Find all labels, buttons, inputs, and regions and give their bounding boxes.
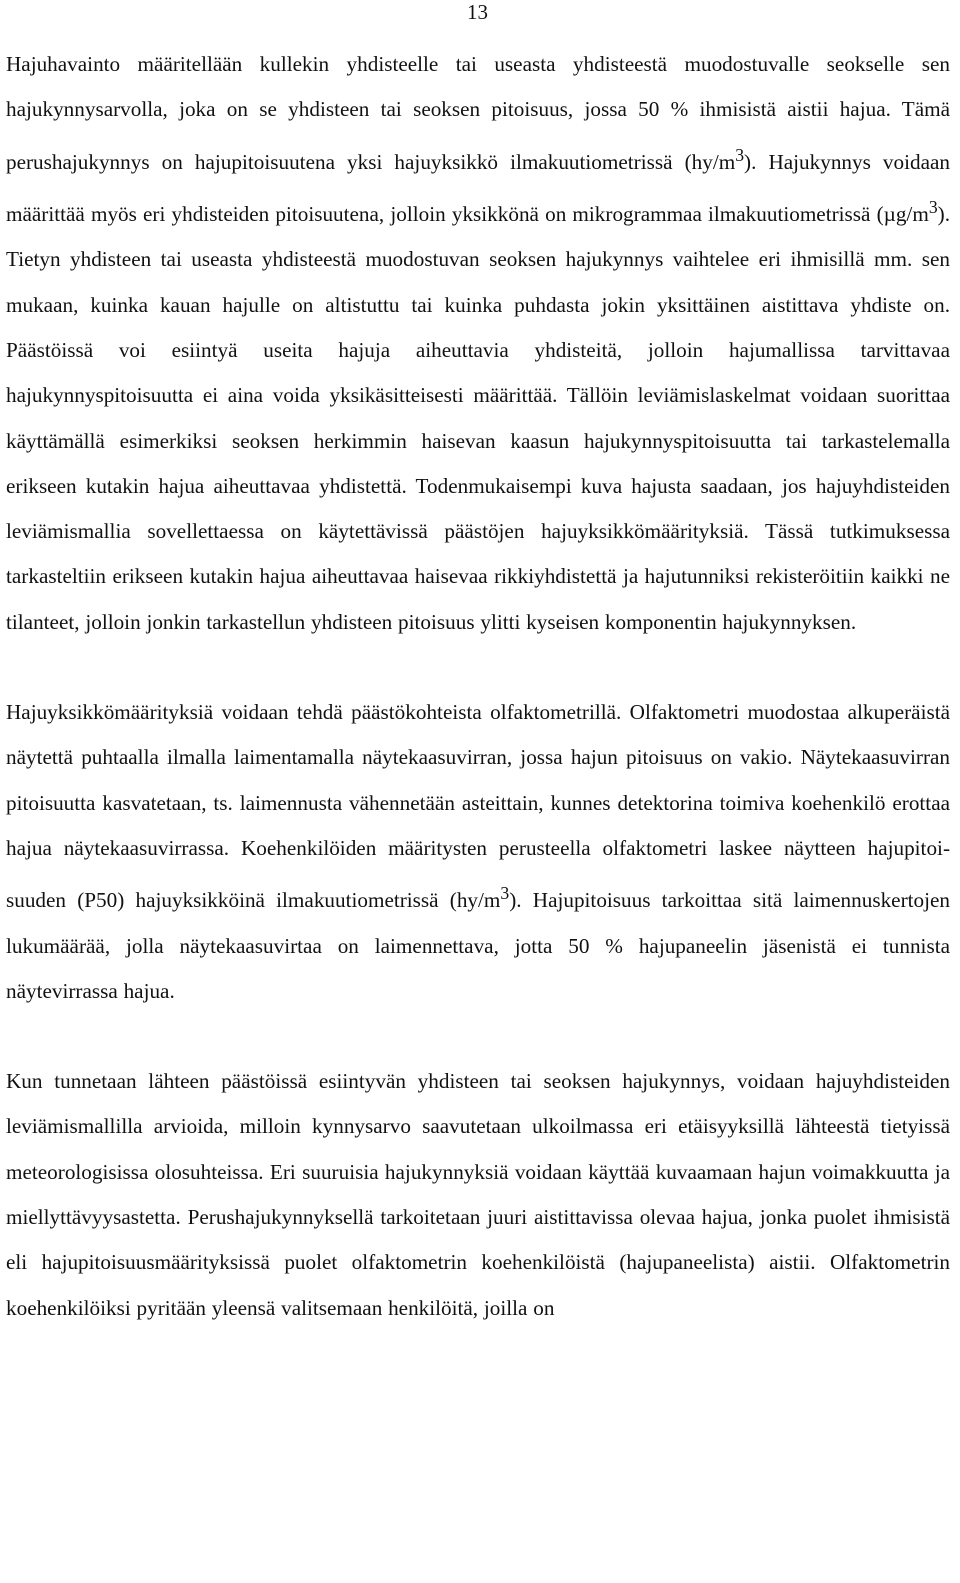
- paragraph-dispersion-model: [6, 1059, 950, 1331]
- page-number: 13: [467, 0, 488, 24]
- superscript: 3: [500, 883, 510, 904]
- text-segment: Hajuyksikkömäärityksiä voidaan tehdä päästökohteista olfaktometrillä. Olfaktometri muodostaa alkuperäistä näytettä puhtaalla ilmalla laimentamalla näytekaasuvirran, jossa hajun pitoisuus on vakio. Näytekaasuvirran pitoisuutta kasvatetaan, ts. laimennusta vähennetään asteittain, kunnes detektorina toimiva koehenkilö erottaa hajua näytekaasuvirrassa. Koehenkilöiden määritysten perusteella olfaktometri laskee näytteen hajupitoisuuden (P50) hajuyksikköinä ilmakuutiometrissä (hy/m: [6, 699, 950, 913]
- text-segment: ). Hajukynnys voidaan määrittää myös eri yhdisteiden pitoisuutena, jolloin yksikkönä on mikrogrammaa ilmakuutiometrissä (µg/m: [6, 149, 950, 227]
- paragraph-olfactometry: [6, 690, 950, 1014]
- text-segment: Hajuhavainto määritellään kullekin yhdisteelle tai useasta yhdisteestä muodostuvalle seokselle sen hajukynnysarvolla, joka on se yhdisteen tai seoksen pitoisuus, jossa 50 % ihmisistä aistii hajua. Tämä perushajukynnys on hajupitoisuutena yksi hajuyksikkö ilmakuutiometrissä (hy/m: [6, 52, 950, 174]
- superscript: 3: [928, 196, 938, 217]
- text-segment: ). Tietyn yhdisteen tai useasta yhdisteestä muodostuvan seoksen hajukynnys vaihtelee eri ihmisillä mm. sen mukaan, kuinka kauan hajulle on altistuttu tai kuinka puhdasta jokin yksittäinen aistittava yhdiste on. Päästöissä voi esiintyä useita hajuja aiheuttavia yhdisteitä, jolloin hajumallissa tarvittavaa hajukynnyspitoisuutta ei aina voida yksikäsitteisesti määrittää. Tällöin leviämislaskelmat voidaan suorittaa käyttämällä esimerkiksi seoksen herkimmin haisevan kaasun hajukynnyspitoisuutta tai tarkastelemalla erikseen kutakin hajua aiheuttavaa yhdistettä. Todenmukaisempi kuva hajusta saadaan, jos hajuyhdisteiden leviämismallia sovellettaessa on käytettävissä päästöjen hajuyksikkömäärityksiä. Tässä tutkimuksessa tarkasteltiin erikseen kutakin hajua aiheuttavaa haisevaa rikkiyhdistettä ja hajutunniksi rekisteröitiin kaikki ne tilanteet, jolloin jonkin tarkastellun yhdisteen pitoisuus ylitti kyseisen komponentin hajukynnyksen.: [6, 202, 950, 634]
- text-segment: Kun tunnetaan lähteen päästöissä esiintyvän yhdisteen tai seoksen hajukynnys, voidaan hajuyhdisteiden leviämismallilla arvioida, milloin kynnysarvo saavutetaan ulkoilmassa eri etäisyyksillä lähteestä tietyissä meteorologisissa olosuhteissa. Eri suuruisia hajukynnyksiä voidaan käyttää kuvaamaan hajun voimakkuutta ja miellyttävyysastetta. Perushajukynnyksellä tarkoitetaan juuri aistittavissa olevaa hajua, jonka puolet ihmisistä eli hajupitoisuusmäärityksissä puolet olfaktometrin koehenkilöistä (hajupaneelista) aistii. Olfaktometrin koehenkilöiksi pyritään yleensä valitsemaan henkilöitä, joilla on: [6, 1069, 950, 1320]
- document-body: [6, 42, 950, 1331]
- paragraph-odor-threshold: [6, 42, 950, 645]
- superscript: 3: [735, 144, 745, 165]
- text-segment: ). Hajupitoisuus tarkoittaa sitä laimennuskertojen lukumäärää, jolla näytekaasuvirtaa on laimennettava, jotta 50 % hajupaneelin jäsenistä ei tunnista näytevirrassa hajua.: [6, 888, 951, 1003]
